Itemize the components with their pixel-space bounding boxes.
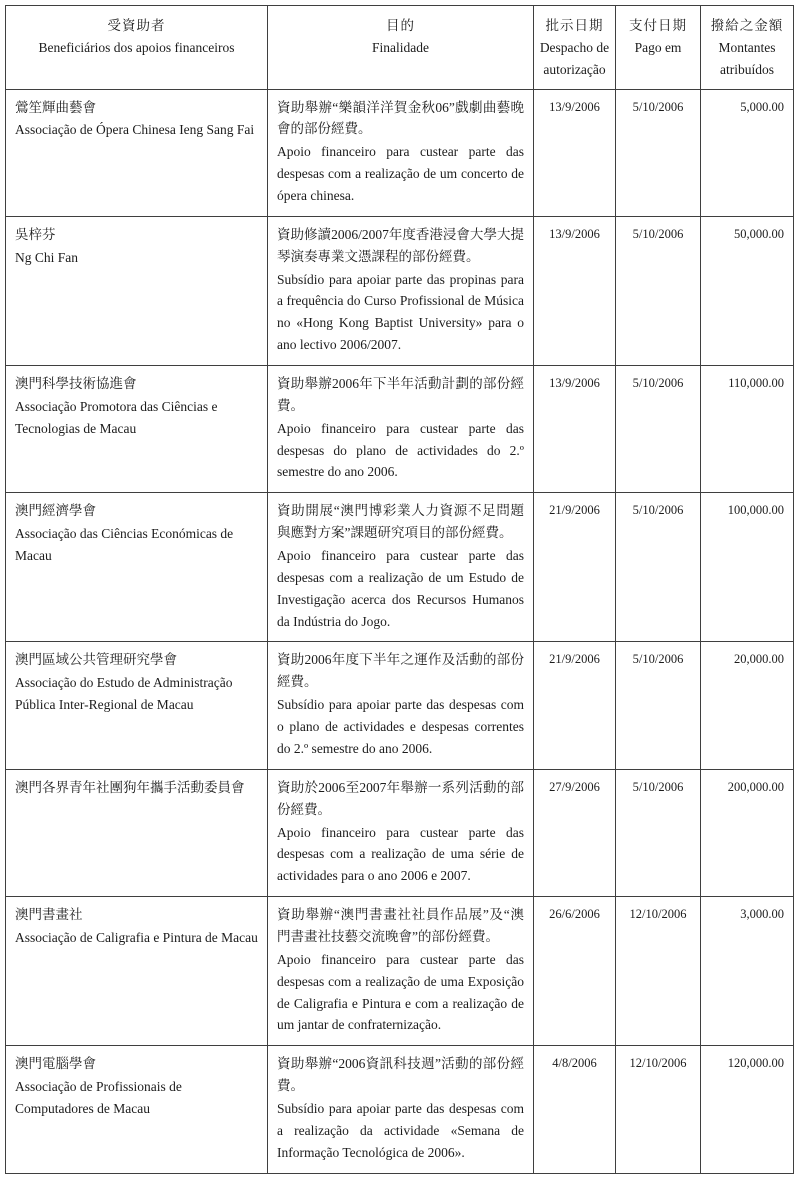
table-row <box>6 642 794 769</box>
header-beneficiary-pt: Beneficiários dos apoios financeiros <box>38 39 235 55</box>
amount-cell: 20,000.00 <box>701 642 794 769</box>
authorization-date-cell: 21/9/2006 <box>534 493 616 642</box>
authorization-date-cell: 13/9/2006 <box>534 89 616 216</box>
header-payment-date-zh: 支付日期 <box>629 18 687 33</box>
purpose-cell <box>268 216 534 365</box>
purpose-cell <box>268 89 534 216</box>
beneficiary-cell <box>6 366 268 493</box>
purpose-cell <box>268 493 534 642</box>
beneficiary-name-pt: Ng Chi Fan <box>15 249 79 265</box>
header-authorization-date-zh: 批示日期 <box>545 18 604 33</box>
payment-date-cell: 5/10/2006 <box>616 493 701 642</box>
beneficiary-name-zh: 吳梓芬 <box>15 226 56 242</box>
purpose-cell <box>268 366 534 493</box>
purpose-zh: 資助舉辦“樂韻洋洋賀金秋06”戲劇曲藝晚會的部份經費。 <box>277 99 524 137</box>
header-purpose <box>268 6 534 90</box>
header-purpose-zh: 目的 <box>386 18 415 33</box>
purpose-zh: 資助2006年度下半年之運作及活動的部份經費。 <box>277 652 524 690</box>
amount-cell: 120,000.00 <box>701 1046 794 1173</box>
table-body <box>6 89 794 1173</box>
purpose-pt: Subsídio para apoiar parte das despesas com o plano de actividades e despesas correntes do 2.º semestre do ano 2006. <box>277 697 524 756</box>
payment-date-cell: 5/10/2006 <box>616 769 701 896</box>
purpose-zh: 資助於2006至2007年舉辦一系列活動的部份經費。 <box>277 779 524 817</box>
header-payment-date <box>616 6 701 90</box>
payment-date-cell: 5/10/2006 <box>616 216 701 365</box>
beneficiary-name-zh: 澳門科學技術協進會 <box>15 376 137 392</box>
purpose-pt: Apoio financeiro para custear parte das despesas com a realização de um Estudo de Investigação acerca dos Recursos Humanos da Indústria do Jogo. <box>277 548 524 629</box>
purpose-zh: 資助開展“澳門博彩業人力資源不足問題與應對方案”課題研究項目的部份經費。 <box>277 503 524 541</box>
table-row <box>6 1046 794 1173</box>
beneficiary-name-zh: 鶯笙輝曲藝會 <box>15 99 96 115</box>
header-beneficiary-zh: 受資助者 <box>107 18 166 33</box>
header-amount-pt: Montantes atribuídos <box>718 39 776 77</box>
payment-date-cell: 12/10/2006 <box>616 1046 701 1173</box>
purpose-zh: 資助修讀2006/2007年度香港浸會大學大提琴演奏專業文憑課程的部份經費。 <box>277 226 524 264</box>
beneficiary-cell <box>6 216 268 365</box>
authorization-date-cell: 13/9/2006 <box>534 216 616 365</box>
beneficiary-name-pt: Associação Promotora das Ciências e Tecnologias de Macau <box>15 398 218 436</box>
amount-cell: 110,000.00 <box>701 366 794 493</box>
authorization-date-cell: 27/9/2006 <box>534 769 616 896</box>
header-purpose-pt: Finalidade <box>372 39 429 55</box>
header-authorization-date <box>534 6 616 90</box>
table-header-row <box>6 6 794 90</box>
beneficiary-name-pt: Associação de Ópera Chinesa Ieng Sang Fai <box>15 122 255 138</box>
authorization-date-cell: 26/6/2006 <box>534 897 616 1046</box>
authorization-date-cell: 21/9/2006 <box>534 642 616 769</box>
amount-cell: 5,000.00 <box>701 89 794 216</box>
table-row <box>6 493 794 642</box>
amount-cell: 100,000.00 <box>701 493 794 642</box>
beneficiary-name-zh: 澳門區域公共管理研究學會 <box>15 652 177 668</box>
table-row <box>6 897 794 1046</box>
header-amount <box>701 6 794 90</box>
purpose-pt: Subsídio para apoiar parte das despesas com a realização da actividade «Semana de Informação Tecnológica de 2006». <box>277 1100 524 1160</box>
table-row <box>6 769 794 896</box>
purpose-pt: Subsídio para apoiar parte das propinas para a frequência do Curso Profissional de Música no «Hong Kong Baptist University» para o ano lectivo 2006/2007. <box>277 271 524 353</box>
table-row <box>6 216 794 365</box>
beneficiary-cell <box>6 493 268 642</box>
table-row <box>6 89 794 216</box>
authorization-date-cell: 13/9/2006 <box>534 366 616 493</box>
payment-date-cell: 5/10/2006 <box>616 642 701 769</box>
header-beneficiary <box>6 6 268 90</box>
beneficiary-cell <box>6 642 268 769</box>
grants-table <box>5 5 794 1174</box>
amount-cell: 200,000.00 <box>701 769 794 896</box>
payment-date-cell: 5/10/2006 <box>616 89 701 216</box>
purpose-pt: Apoio financeiro para custear parte das despesas com a realização de um concerto de ópera chinesa. <box>277 144 524 204</box>
beneficiary-name-pt: Associação de Caligrafia e Pintura de Macau <box>15 929 258 945</box>
header-payment-date-pt: Pago em <box>634 39 682 55</box>
purpose-pt: Apoio financeiro para custear parte das despesas com a realização de uma Exposição de Caligrafia e Pintura e com a realização de um jantar de confraternização. <box>277 951 524 1033</box>
table-row <box>6 366 794 493</box>
beneficiary-cell <box>6 897 268 1046</box>
purpose-cell <box>268 642 534 769</box>
purpose-cell <box>268 1046 534 1173</box>
purpose-zh: 資助舉辦“2006資訊科技週”活動的部份經費。 <box>277 1056 524 1094</box>
beneficiary-name-pt: Associação de Profissionais de Computadores de Macau <box>15 1079 182 1116</box>
beneficiary-cell <box>6 769 268 896</box>
authorization-date-cell: 4/8/2006 <box>534 1046 616 1173</box>
amount-cell: 50,000.00 <box>701 216 794 365</box>
header-amount-zh: 撥給之金額 <box>710 18 784 33</box>
beneficiary-name-zh: 澳門經濟學會 <box>15 503 96 519</box>
beneficiary-name-zh: 澳門電腦學會 <box>15 1056 96 1072</box>
header-authorization-date-pt: Despacho de autorização <box>539 39 610 77</box>
beneficiary-name-zh: 澳門書畫社 <box>15 907 83 923</box>
beneficiary-cell <box>6 1046 268 1173</box>
beneficiary-name-pt: Associação do Estudo de Administração Pública Inter-Regional de Macau <box>15 675 233 713</box>
payment-date-cell: 12/10/2006 <box>616 897 701 1046</box>
purpose-zh: 資助舉辦“澳門書畫社社員作品展”及“澳門書畫社技藝交流晚會”的部份經費。 <box>277 907 524 944</box>
amount-cell: 3,000.00 <box>701 897 794 1046</box>
purpose-pt: Apoio financeiro para custear parte das despesas do plano de actividades do 2.º semestre do ano 2006. <box>277 420 524 480</box>
beneficiary-cell <box>6 89 268 216</box>
beneficiary-name-pt: Associação das Ciências Económicas de Macau <box>15 526 234 564</box>
purpose-cell <box>268 897 534 1046</box>
table-header <box>6 6 794 90</box>
payment-date-cell: 5/10/2006 <box>616 366 701 493</box>
purpose-pt: Apoio financeiro para custear parte das despesas com a realização de uma série de actividades para o ano 2006 e 2007. <box>277 824 524 884</box>
beneficiary-name-zh: 澳門各界青年社團狗年攜手活動委員會 <box>15 779 245 795</box>
purpose-zh: 資助舉辦2006年下半年活動計劃的部份經費。 <box>277 376 524 413</box>
purpose-cell <box>268 769 534 896</box>
